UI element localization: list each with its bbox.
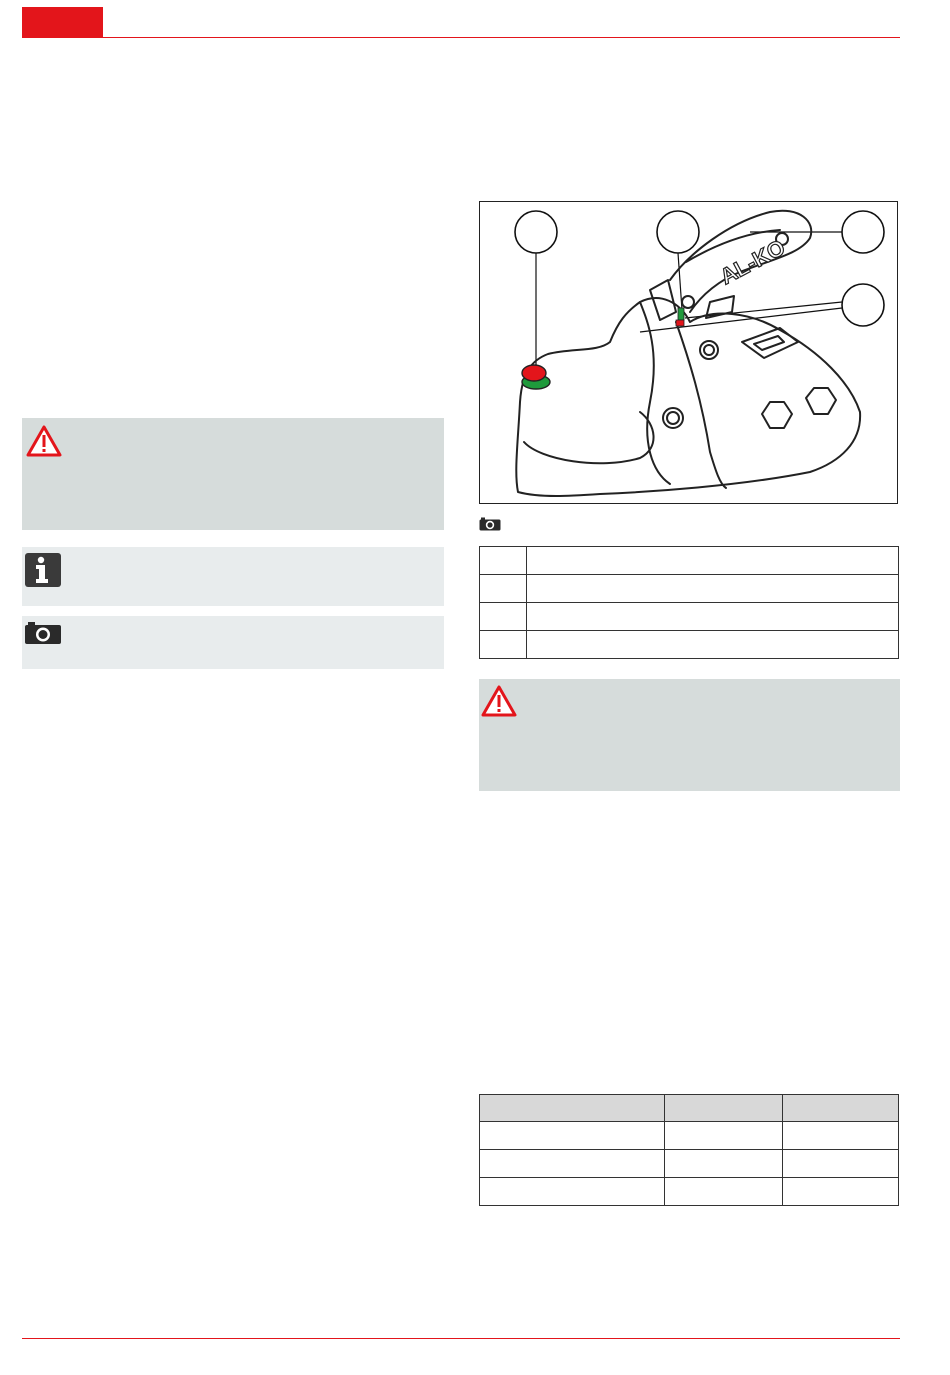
legend-number [480, 603, 527, 631]
table-cell [480, 1150, 665, 1178]
legend-number [480, 631, 527, 659]
info-notice [22, 547, 444, 606]
callout-1 [515, 211, 557, 253]
callout-3 [842, 211, 884, 253]
photo-notice [22, 616, 444, 669]
coupling-illustration [480, 202, 899, 505]
column-header [783, 1095, 899, 1122]
legend-text [527, 603, 899, 631]
header-rule [22, 37, 900, 38]
table-row [480, 1150, 899, 1178]
figure-legend-table [479, 546, 899, 659]
column-header [665, 1095, 783, 1122]
warning-triangle-icon [26, 425, 62, 457]
callout-4 [842, 284, 884, 326]
camera-icon [24, 621, 62, 645]
warning-triangle-icon [481, 685, 517, 717]
table-header-row [480, 1095, 899, 1122]
table-cell [783, 1150, 899, 1178]
footer-rule [22, 1338, 900, 1339]
table-cell [783, 1178, 899, 1206]
legend-number [480, 575, 527, 603]
info-icon [25, 553, 61, 587]
table-row [480, 1122, 899, 1150]
brand-label: AL-KO [715, 234, 790, 290]
specification-table [479, 1094, 899, 1206]
lever-indicator-green [678, 308, 684, 320]
table-row [480, 575, 899, 603]
table-cell [665, 1122, 783, 1150]
column-header [480, 1095, 665, 1122]
table-cell [665, 1150, 783, 1178]
table-cell [480, 1122, 665, 1150]
table-row [480, 1178, 899, 1206]
legend-text [527, 631, 899, 659]
table-row [480, 547, 899, 575]
table-cell [480, 1178, 665, 1206]
warning-notice [479, 679, 900, 791]
wear-indicator-red [522, 365, 546, 381]
header-accent-tab [22, 7, 103, 38]
warning-notice [22, 418, 444, 530]
legend-text [527, 547, 899, 575]
table-row [480, 603, 899, 631]
table-cell [665, 1178, 783, 1206]
table-cell [783, 1122, 899, 1150]
coupling-figure [479, 201, 898, 504]
callout-2 [657, 211, 699, 253]
camera-icon [479, 517, 501, 531]
table-row [480, 631, 899, 659]
lever-indicator-red [676, 320, 684, 326]
legend-number [480, 547, 527, 575]
legend-text [527, 575, 899, 603]
